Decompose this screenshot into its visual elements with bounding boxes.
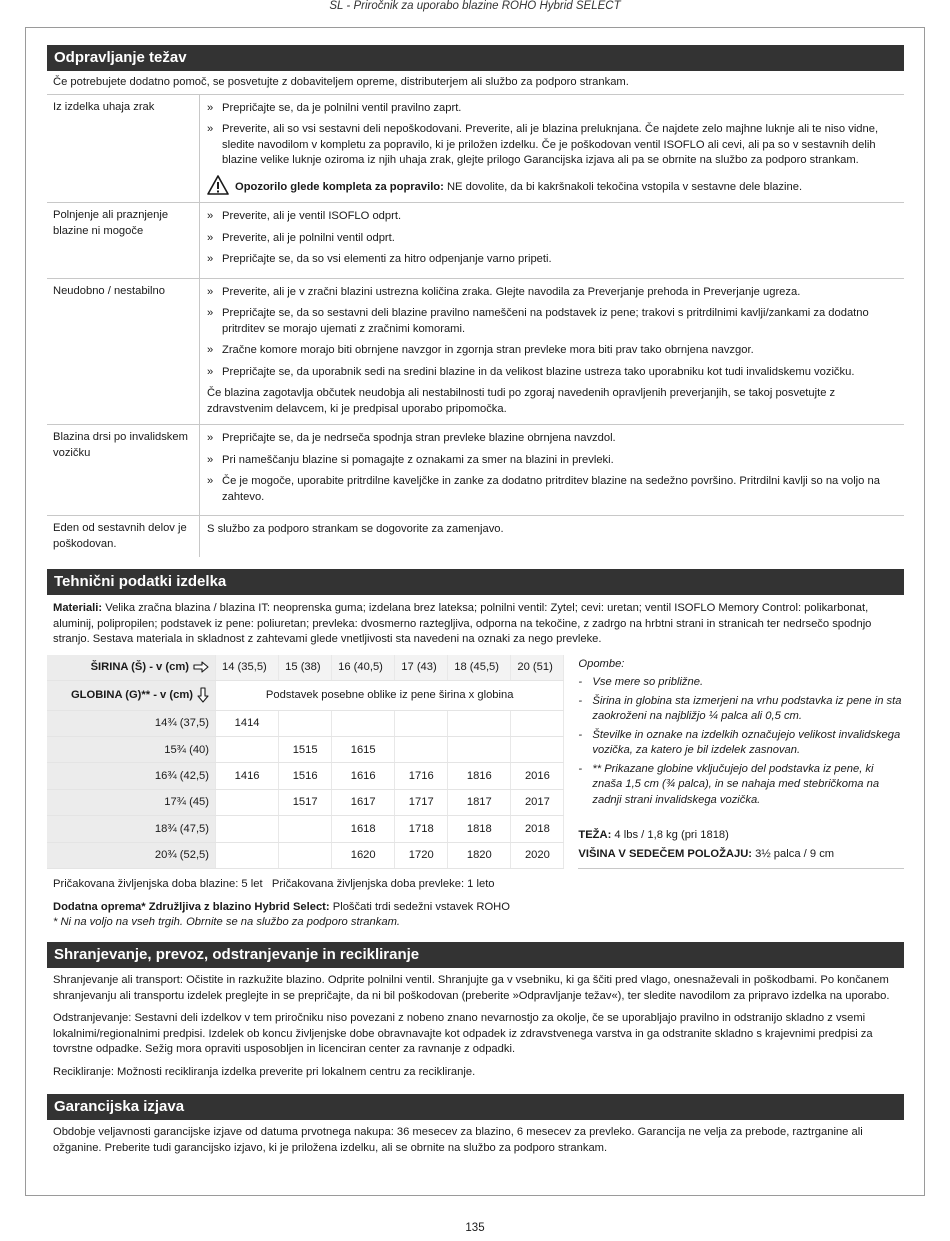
actions-cell (200, 425, 905, 516)
depth-cell: 17¾ (45) (47, 789, 216, 815)
list-item (207, 343, 898, 359)
bullet-text: Če je mogoče, uporabite pritrdilne kaveljčke in zanke za dodatno pritrditev blazine na sedežno površino. Pritrdilni kavlji so na voljo na zahtevo. (222, 475, 880, 503)
bullet-text: Prepričajte se, da uporabnik sedi na sredini blazine in da velikost blazine ustreza tako uporabniku kot tudi invalidskemu vozičku. (222, 365, 855, 378)
size-code-cell: 1816 (448, 763, 511, 789)
materials-label: Materiali: (53, 602, 103, 614)
list-item: - Vse mere so približne. (578, 675, 904, 691)
width-cell: 15 (38) (279, 655, 332, 681)
size-code-cell: 1718 (395, 816, 448, 842)
bullet-mark: » (207, 285, 214, 298)
notes-heading: Opombe: (578, 657, 625, 670)
size-code-cell: 2020 (511, 842, 564, 869)
depth-header (47, 680, 216, 710)
size-code-cell: 2018 (511, 816, 564, 842)
list-item (207, 209, 898, 225)
width-cell: 20 (51) (511, 655, 564, 681)
bullet-text: Pri nameščanju blazine si pomagajte z oznakami za smer na blazini in prevleki. (222, 453, 614, 466)
list-item (207, 101, 898, 117)
arrow-right-icon (193, 661, 209, 673)
storage-section (47, 942, 904, 1080)
list-item (207, 306, 898, 337)
list-item: - Širina in globina sta izmerjeni na vrhu podstavka iz pene in sta zaokroženi na najbližjo ¼ palca ali 0,5 cm. (578, 694, 904, 725)
warranty-section (47, 1094, 904, 1156)
bullet-text: Zračne komore morajo biti obrnjene navzgor in zgornja stran prevleke mora biti prav tako obrnjena navzgor. (222, 344, 754, 356)
accessory-label: Dodatna oprema* Združljiva z blazino Hybrid Select: (53, 900, 330, 913)
table-row (47, 710, 564, 736)
bullet-mark: » (207, 344, 214, 356)
bullet-mark: » (207, 101, 214, 114)
depth-label: GLOBINA (G)** - v (cm) (70, 689, 193, 702)
bullet-mark: » (207, 453, 214, 466)
table-row (47, 516, 904, 558)
note-text: ** Prikazane globine vključujejo del podstavka iz pene, ki znaša 1,5 cm (¾ palca), in se nahaja med stebričkoma na zadnji strani invalidskega vozička. (592, 762, 880, 806)
bullet-text: Preverite, ali so vsi sestavni deli nepoškodovani. Preverite, ali je blazina preluknjana. Če najdete zelo majhne luknje ali te niso vidne, sledite navodilom v kompletu za popravilo, ki je priložen izdelku. Če je poškodovan ventil ISOFLO ali cevi, ali pa so v sestavnih delih blazine velike luknje oziroma iz njih uhaja zrak, glejte prilogo Garancijska izjava ali pa se obrnite na službo za podporo strankam. (222, 123, 879, 166)
size-code-cell: 1618 (332, 816, 395, 842)
depth-cell: 16¾ (42,5) (47, 763, 216, 789)
materials-paragraph (47, 595, 904, 652)
size-code-cell (279, 710, 332, 736)
bullet-mark: » (207, 307, 214, 319)
size-code-cell: 1818 (448, 816, 511, 842)
troubleshooting-title: Odpravljanje težav (47, 45, 904, 71)
accessory-note: * Ni na voljo na vseh trgih. Obrnite se na službo za podporo strankam. (53, 916, 400, 928)
bullet-mark: » (207, 365, 214, 378)
size-code-cell: 1615 (332, 736, 395, 762)
height-label: VIŠINA V SEDEČEM POLOŽAJU: (578, 848, 753, 860)
note-text: Vse mere so približne. (592, 676, 704, 688)
list-item (207, 285, 898, 301)
width-cell: 17 (43) (395, 655, 448, 681)
notes-panel (578, 655, 904, 870)
table-row (47, 763, 564, 789)
bullet-mark: » (207, 475, 214, 487)
depth-cell: 15¾ (40) (47, 736, 216, 762)
list-item (207, 453, 898, 469)
troubleshooting-intro: Če potrebujete dodatno pomoč, se posvetujte z dobaviteljem opreme, distributerjem ali službo za podporo strankam. (47, 71, 904, 95)
size-code-cell (216, 842, 279, 869)
width-label: ŠIRINA (Š) - v (cm) (90, 661, 189, 674)
foam-label: Podstavek posebne oblike iz pene širina x globina (216, 680, 564, 710)
problem-cell: Blazina drsi po invalidskem vozičku (47, 425, 200, 516)
actions-cell (200, 203, 905, 279)
size-area (47, 655, 904, 870)
running-header: SL - Priročnik za uporabo blazine ROHO Hybrid SELECT (329, 0, 621, 12)
technical-section (47, 569, 904, 931)
size-code-cell (511, 736, 564, 762)
size-code-cell: 1720 (395, 842, 448, 869)
width-header (47, 655, 216, 681)
technical-title: Tehnični podatki izdelka (47, 569, 904, 595)
size-code-cell: 1820 (448, 842, 511, 869)
troubleshooting-section (47, 45, 904, 557)
size-code-cell: 1616 (332, 763, 395, 789)
size-code-cell (511, 710, 564, 736)
size-code-cell: 1414 (216, 710, 279, 736)
size-code-cell: 1817 (448, 789, 511, 815)
bullet-text: Preverite, ali je polnilni ventil odprt. (222, 231, 395, 244)
problem-cell: Eden od sestavnih delov je poškodovan. (47, 516, 200, 558)
table-row (47, 736, 564, 762)
troubleshooting-table (47, 95, 904, 558)
problem-cell: Neudobno / nestabilno (47, 278, 200, 425)
accessory-text: Ploščati trdi sedežni vstavek ROHO (329, 900, 510, 913)
width-cell: 14 (35,5) (216, 655, 279, 681)
size-code-cell: 1416 (216, 763, 279, 789)
height-line (578, 845, 904, 864)
list-item (207, 231, 898, 247)
list-item (207, 252, 898, 268)
bullet-text: Prepričajte se, da so vsi elementi za hitro odpenjanje varno pripeti. (222, 253, 552, 265)
note-text: Številke in oznake na izdelkih označujejo velikost invalidskega vozička, za katero je bil izdelek zasnovan. (592, 728, 901, 756)
list-item (207, 365, 898, 381)
size-table (47, 655, 564, 870)
bullet-text: Prepričajte se, da je polnilni ventil pravilno zaprt. (222, 101, 462, 114)
bullet-text: Preverite, ali je ventil ISOFLO odprt. (222, 210, 402, 222)
size-code-cell: 1515 (279, 736, 332, 762)
arrow-down-icon (197, 687, 209, 703)
table-row (47, 203, 904, 279)
table-row (47, 278, 904, 425)
warning-triangle-icon (207, 175, 229, 195)
size-code-cell: 1717 (395, 789, 448, 815)
size-code-cell (395, 710, 448, 736)
size-code-cell (395, 736, 448, 762)
page-number: 135 (465, 1222, 485, 1234)
bullet-text: Preverite, ali je v zračni blazini ustrezna količina zraka. Glejte navodila za Preverjanje prehoda in Preverjanje ugreza. (222, 285, 801, 298)
table-row (47, 655, 564, 681)
bullet-mark: » (207, 231, 214, 244)
table-row (47, 95, 904, 203)
size-code-cell: 2017 (511, 789, 564, 815)
size-code-cell: 1617 (332, 789, 395, 815)
size-code-cell (216, 789, 279, 815)
warranty-paragraph: Obdobje veljavnosti garancijske izjave od datuma prvotnega nakupa: 36 mesecev za blazino, 6 mesecev za prevleko. Garancija ne velja za prebode, raztrganine ali ožganine. Preberite tudi garancijsko izjavo, ki je priložena izdelku, ali se obrnite na službo za podporo strankam. (53, 1126, 863, 1154)
size-code-cell (279, 816, 332, 842)
list-item: - ** Prikazane globine vključujejo del podstavka iz pene, ki znaša 1,5 cm (¾ palca), in se nahaja med stebričkoma na zadnji strani invalidskega vozička. (578, 762, 904, 809)
problem-cell: Polnjenje ali praznjenje blazine ni mogoče (47, 203, 200, 279)
table-row (47, 816, 564, 842)
size-code-cell (216, 736, 279, 762)
problem-cell: Iz izdelka uhaja zrak (47, 95, 200, 203)
size-code-cell: 1716 (395, 763, 448, 789)
warning-label: Opozorilo glede kompleta za popravilo: (235, 180, 444, 193)
size-code-cell (448, 710, 511, 736)
size-code-cell (332, 710, 395, 736)
recycling-paragraph: Recikliranje: Možnosti recikliranja izdelka preverite pri lokalnem centru za recikliranje. (53, 1065, 476, 1078)
list-item (207, 474, 898, 505)
bullet-text: Prepričajte se, da je nedrseča spodnja stran prevleke blazine obrnjena navzdol. (222, 432, 616, 444)
width-cell: 16 (40,5) (332, 655, 395, 681)
storage-paragraph: Shranjevanje ali transport: Očistite in razkužite blazino. Odprite polnilni ventil. Shranjujte ga v vsebniku, ki ga ščiti pred vlago, onesnaževali in poškodbami. Po končanem shranjevanju ali transportu izdelek preglejte in se prepričajte, da ni bil poškodovan (preberite »Odpravljanje težav«), ter sledite navodilom za pripravo izdelka na uporabo. (53, 974, 890, 1002)
note-text: Širina in globina sta izmerjeni na vrhu podstavka iz pene in sta zaokroženi na najbližjo ¼ palca ali 0,5 cm. (592, 694, 902, 722)
weight-label: TEŽA: (578, 829, 612, 841)
height-value: 3½ palca / 9 cm (752, 848, 835, 860)
actions-cell (200, 278, 905, 425)
weight-line (578, 826, 904, 845)
bullet-mark: » (207, 210, 214, 222)
disposal-paragraph: Odstranjevanje: Sestavni deli izdelkov v tem priročniku niso povezani z nobeno znano nevarnostjo za okolje, če se uporabljajo pravilno in odstranijo skladno z vsemi lokalnimi/regionalnimi predpisi. Izdelek ob koncu življenjske dobe obravnavajte kot odpadek iz zdravstvenega varstva in ga odstranite skladno s krajevnimi predpisi za tovrstne odpadke. Sežig mora opraviti usposobljen in licenciran center za ravnanje z odpadki. (53, 1012, 873, 1055)
table-row (47, 789, 564, 815)
list-item (207, 431, 898, 447)
actions-cell: S službo za podporo strankam se dogovorite za zamenjavo. (207, 523, 504, 535)
depth-cell: 14¾ (37,5) (47, 710, 216, 736)
size-code-cell (448, 736, 511, 762)
size-code-cell (216, 816, 279, 842)
list-item (207, 122, 898, 169)
size-code-cell: 1620 (332, 842, 395, 869)
storage-title: Shranjevanje, prevoz, odstranjevanje in recikliranje (47, 942, 904, 968)
weight-value: 4 lbs / 1,8 kg (pri 1818) (611, 829, 729, 841)
specs-block (578, 826, 904, 869)
bullet-text: Prepričajte se, da so sestavni deli blazine pravilno nameščeni na podstavek iz pene; trakovi s pritrdilnimi kavlji/zankami za dodatno pritrditev se morajo ujemati z zračnimi komorami. (222, 307, 869, 335)
size-code-cell: 2016 (511, 763, 564, 789)
warning-text: NE dovolite, da bi kakršnakoli tekočina vstopila v sestavne dele blazine. (443, 180, 803, 193)
bullet-mark: » (207, 432, 214, 444)
bullet-mark: » (207, 253, 214, 265)
depth-cell: 18¾ (47,5) (47, 816, 216, 842)
size-code-cell (279, 842, 332, 869)
table-row (47, 680, 564, 710)
materials-text: Velika zračna blazina / blazina IT: neoprenska guma; izdelana brez lateksa; polnilni ventil: Zytel; cevi: uretan; ventil ISOFLO Memory Control: polikarbonat, aluminij, polipropilen; podstavek iz pene: poliuretan; prevleka: dvosmerno raztegljiva, odporna na tekočine, z zadrgo na hrbtni strani in stranicah ter nedrsečo spodnjo stranjo. Sestava materiala in skladnost z zahtevami glede vnetljivosti sta navedeni na oznaki za nego prevleke. (53, 602, 872, 645)
accessory-line (47, 900, 904, 916)
table-row (47, 425, 904, 516)
depth-cell: 20¾ (52,5) (47, 842, 216, 869)
list-item: - Številke in oznake na izdelkih označujejo velikost invalidskega vozička, za katero je bil izdelek zasnovan. (578, 728, 904, 759)
width-cell: 18 (45,5) (448, 655, 511, 681)
consult-note: Če blazina zagotavlja občutek neudobja ali nestabilnosti tudi po zgoraj navedenih opravljenih preverjanjih, se takoj posvetujte z zdravstvenim delavcem, ki je predpisal uporabo pripomočka. (207, 387, 836, 415)
bullet-mark: » (207, 123, 214, 135)
actions-cell (200, 95, 905, 203)
table-row (47, 842, 564, 869)
size-code-cell: 1517 (279, 789, 332, 815)
warranty-title: Garancijska izjava (47, 1094, 904, 1120)
repair-kit-warning (207, 175, 898, 196)
lifespan-line: Pričakovana življenjska doba blazine: 5 let Pričakovana življenjska doba prevleke: 1 leto (53, 878, 495, 890)
size-code-cell: 1516 (279, 763, 332, 789)
